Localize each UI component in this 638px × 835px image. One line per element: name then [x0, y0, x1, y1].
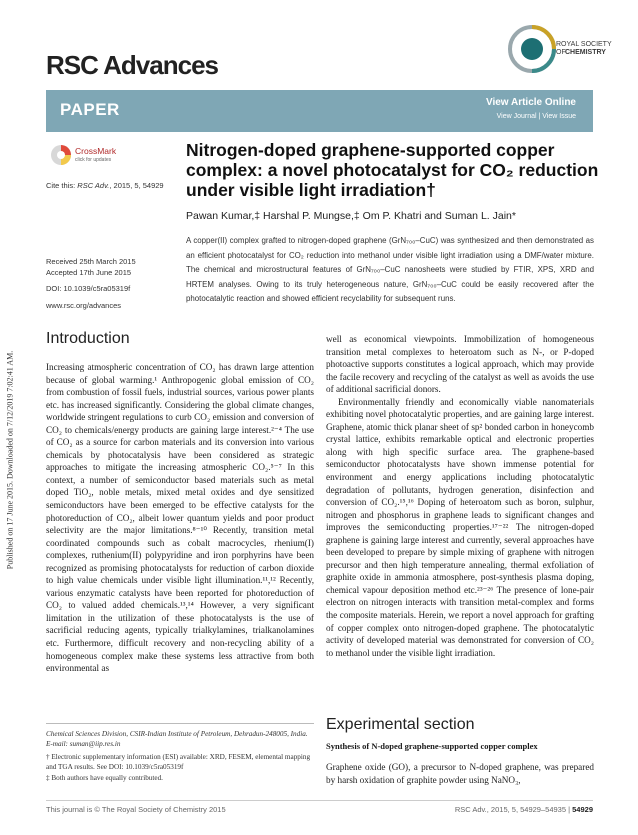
intro-paragraph-1: Increasing atmospheric concentration of CO₂ has drawn large attention because of global warming.¹ Anthropogenic global emission of CO₂ from combustion of fossil fuels, industrial sources, various power plants etc. has increased significantly. Considering the global climate changes, worldwide stringent regulations to curb CO₂ emission and conversion of CO₂ to chemicals/energy products are gaining large interest.²⁻⁴ The use of CO₂ as a source for carbon materials and its conversion into various chemicals by photocatalysis have been considered as strategic approaches to mitigate the increasing atmospheric CO₂.⁵⁻⁷ In this context, a number of semiconductor based materials such as metal doped TiO₂, noble metals, mixed metal oxides and dye sensitized semiconductors have been emerged to be effective catalysts for the photoreduction of CO₂, albeit lower quantum yields and poor product selectivity are the major limitations.⁸⁻¹⁰ Recently, transition metal coordinated compounds such as cobalt macrocycles, rhenium(I) complexes, ruthenium(II) polypyridine and iron porphyrins have been recognized as promising photocatalysts for reduction of carbon dioxide to high value chemicals under visible light illumination.¹¹,¹² Recently, various enzymatic catalysts have been reported for photoreduction of CO₂ to valued added chemicals.¹³,¹⁴ However, a very significant limitation in the utilization of these photocatalysts is the use of sacrificial reducing agents, typically trialkylamines, trialkanolamines etc. Furthermore, difficult recovery and non-recycling ability of a homogeneous complex make these systems less attractive from both environmental as — [46, 362, 314, 674]
citation-line — [46, 181, 164, 190]
logo-text-1: ROYAL SOCIETY — [556, 41, 612, 48]
affiliation-footnote: Chemical Sciences Division, CSIR-Indian Institute of Petroleum, Dehradun-248005, India. E-mail: suman@iip.res.in — [46, 730, 308, 749]
crossmark-label: CrossMark — [75, 146, 117, 156]
right-paragraph-2: Environmentally friendly and economically viable nanomaterials exhibiting novel photocatalytic properties, and are gaining large interest. Graphene, atomic thick planar sheet of sp² bonded carbon in honeycomb crystal lattice, exhibits remarkable optical and electronic properties along with high specific surface area. The graphene-based semiconductor photocatalysts have shown immense potential for environment and energy applications including photocatalytic degradation of pollutants, hydrogen generation, disinfection and conversion of CO₂.¹⁵,¹⁶ Doping of heteroatom such as boron, sulphur, nitrogen and phosphorus in graphene leads to significant changes and improves the semiconducting properties.¹⁷⁻²² The nitrogen-doped graphene is gaining large interest and currently, several approaches have been developed to prepare by simple mixing of graphene with nitrogen precursor and then high temperature annealing, thermal exfoliation of graphite oxide in ammonia atmosphere, post-synthesis plasma doping, chemical vapour deposition method etc.²³⁻²⁶ The presence of lone-pair electron on nitrogen interacts with transition metal-complex and forms the composite materials. Herein, we report a novel approach for grafting of copper complex onto nitrogen-doped graphene. The photocatalytic activity of developed material was demonstrated for conversion of CO₂ to methanol under the visible light irradiation. — [326, 396, 594, 658]
equal-contribution-footnote: ‡ Both authors have equally contributed. — [46, 774, 163, 782]
journal-url[interactable]: www.rsc.org/advances — [46, 301, 122, 310]
synthesis-text — [326, 761, 594, 786]
crossmark-sub: click for updates — [75, 157, 112, 163]
footer-divider — [46, 800, 593, 801]
section-label: PAPER — [60, 100, 120, 119]
logo-text-2: OF — [556, 49, 566, 56]
page-footer — [455, 805, 593, 814]
rsc-logo — [506, 18, 612, 80]
crossmark-icon — [50, 144, 72, 166]
logo-text-3: CHEMISTRY — [565, 49, 606, 56]
view-online-link[interactable]: View Article Online — [485, 97, 576, 108]
article-title: Nitrogen-doped graphene-supported copper complex: a novel photocatalyst for CO₂ reduction under visible light irradiation† — [186, 140, 599, 200]
logo-mark — [510, 27, 554, 71]
right-column-text — [326, 333, 594, 659]
cite-rest: , 2015, 5, 54929 — [109, 181, 164, 190]
introduction-text — [46, 361, 314, 675]
accepted-date: Accepted 17th June 2015 — [46, 268, 132, 277]
synthesis-heading: Synthesis of N-doped graphene-supported copper complex — [326, 741, 538, 751]
cite-prefix: Cite this: — [46, 181, 76, 190]
synthesis-paragraph: Graphene oxide (GO), a precursor to N-doped graphene, was prepared by harsh oxidation of graphite powder using NaNO₃, — [326, 762, 594, 785]
crossmark-badge[interactable] — [50, 142, 122, 168]
footer-citation: RSC Adv., 2015, 5, 54929–54935 | — [454, 805, 571, 814]
copyright-footer: This journal is © The Royal Society of Chemistry 2015 — [46, 805, 226, 814]
footnote-divider — [46, 723, 314, 724]
received-date: Received 25th March 2015 — [46, 257, 136, 266]
journal-name: RSC Advances — [46, 50, 218, 80]
dates — [46, 256, 136, 278]
right-paragraph-1: well as economical viewpoints. Immobilization of homogeneous transition metal complexes to heteroatom such as N-, or P-doped photoactive supports constitutes a logical approach, which may provide the facile recovery and recycling of the catalyst as well as avoids the use of additional sacrificial donors. — [326, 334, 594, 395]
abstract: A copper(II) complex grafted to nitrogen-doped graphene (GrN₇₀₀–CuC) was synthesized and then demonstrated as an efficient photocatalyst for CO₂ reduction into methanol under visible light irradiation using a DMF/water mixture. The chemical and microstructural features of GrN₇₀₀–CuC nanosheets were studied by FTIR, XPS, XRD and HRTEM analyses. Owing to its truly heterogeneous nature, GrN₇₀₀–CuC could be easily recovered after the photocatalytic reaction and showed efficient recyclability for subsequent runs. — [186, 236, 594, 304]
view-journal-issue-links[interactable]: View Journal | View Issue — [496, 113, 576, 120]
page-number: 54929 — [572, 805, 593, 814]
introduction-heading: Introduction — [46, 330, 130, 347]
download-stamp: Published on 17 June 2015. Downloaded on 7/12/2019 7:02:41 AM. — [5, 350, 15, 570]
doi[interactable]: DOI: 10.1039/c5ra05319f — [46, 284, 131, 293]
experimental-heading: Experimental section — [326, 716, 475, 733]
cite-journal: RSC Adv. — [77, 181, 110, 190]
esi-footnote: † Electronic supplementary information (ESI) available: XRD, FESEM, elemental mapping and TGA results. See DOI: 10.1039/c5ra05319f — [46, 753, 311, 772]
author-list: Pawan Kumar,‡ Harshal P. Mungse,‡ Om P. Khatri and Suman L. Jain* — [186, 210, 516, 222]
